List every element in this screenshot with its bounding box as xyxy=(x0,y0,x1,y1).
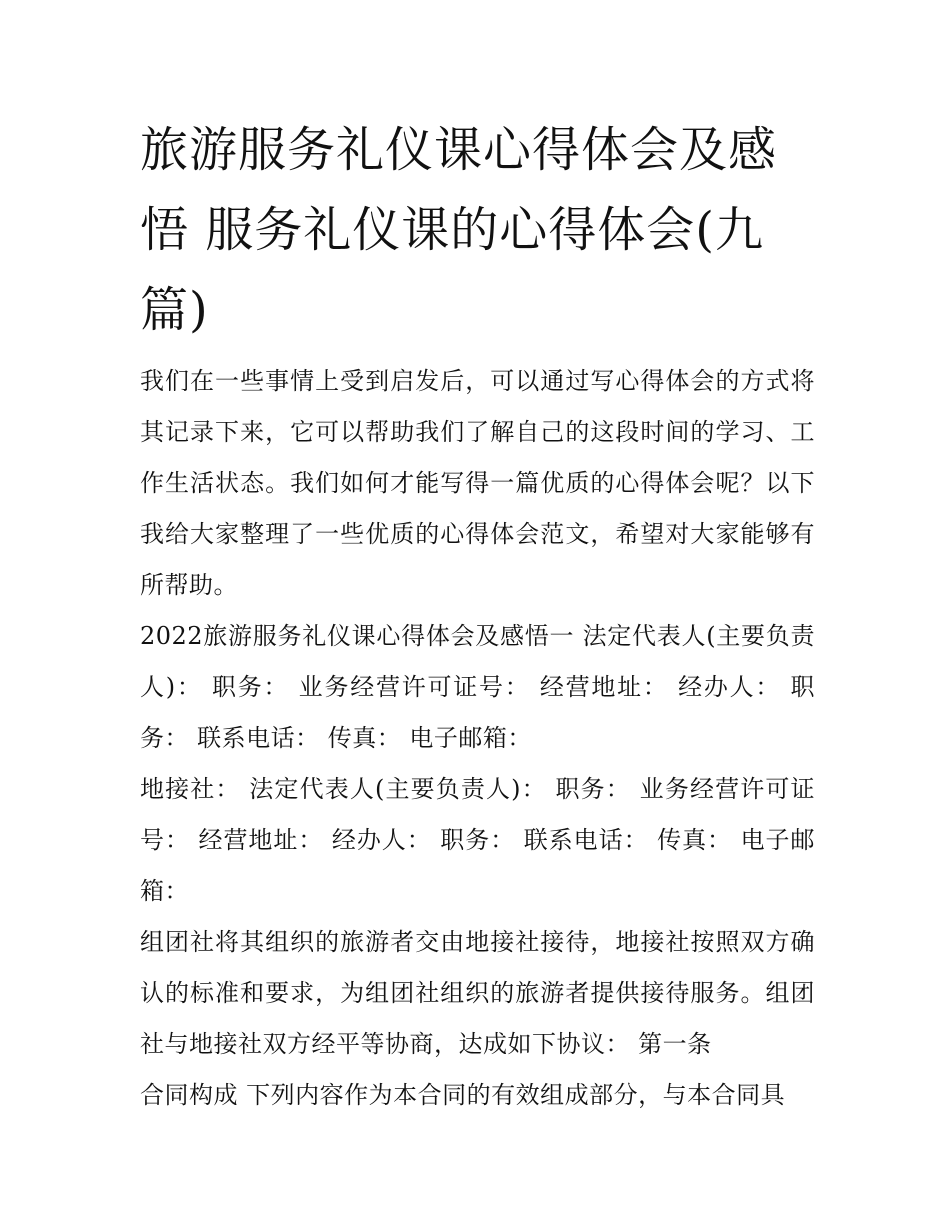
document-body xyxy=(140,110,815,1121)
contract-composition-paragraph: 合同构成 下列内容作为本合同的有效组成部分，与本合同具 xyxy=(140,1081,786,1109)
document-title: 旅游服务礼仪课心得体会及感悟 服务礼仪课的心得体会(九篇) xyxy=(140,122,778,338)
section-one-paragraph: 2022旅游服务礼仪课心得体会及感悟一 法定代表人(主要负责人)： 职务： 业务经营许可证号： 经营地址： 经办人： 职务： 联系电话： 传真： 电子邮箱： xyxy=(140,622,815,752)
local-agency-paragraph: 地接社： 法定代表人(主要负责人)： 职务： 业务经营许可证号： 经营地址： 经办人： 职务： 联系电话： 传真： 电子邮箱： xyxy=(140,775,815,905)
intro-paragraph: 我们在一些事情上受到启发后，可以通过写心得体会的方式将其记录下来，它可以帮助我们了解自己的这段时间的学习、工作生活状态。我们如何才能写得一篇优质的心得体会呢？以下我给大家整理了一些优质的心得体会范文，希望对大家能够有所帮助。 xyxy=(140,367,815,599)
agreement-paragraph: 组团社将其组织的旅游者交由地接社接待，地接社按照双方确认的标准和要求，为组团社组织的旅游者提供接待服务。组团社与地接社双方经平等协商，达成如下协议： 第一条 xyxy=(140,928,815,1058)
